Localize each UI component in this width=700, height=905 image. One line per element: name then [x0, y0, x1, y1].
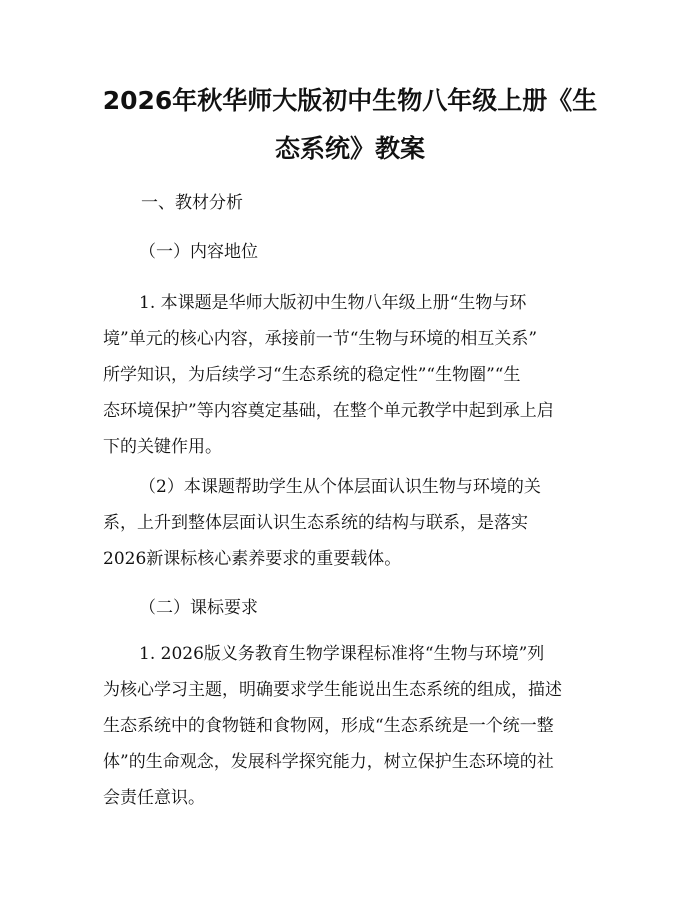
paragraph-line: 所学知识，为后续学习“生态系统的稳定性”“生物圈”“生	[103, 365, 521, 385]
paragraph-line: 1. 2026版义务教育生物学课程标准将“生物与环境”列	[139, 644, 545, 664]
paragraph-student-cognition	[103, 469, 603, 577]
paragraph-line: 生态系统中的食物链和食物网，形成“生态系统是一个统一整	[103, 716, 554, 736]
subsection-heading-content-position: （一）内容地位	[139, 242, 258, 262]
paragraph-line: 境”单元的核心内容，承接前一节“生物与环境的相互关系”	[103, 329, 538, 349]
paragraph-line: 系，上升到整体层面认识生态系统的结构与联系，是落实	[103, 513, 528, 533]
paragraph-line: 2026新课标核心素养要求的重要载体。	[103, 549, 402, 569]
document-title-line-1: 2026年秋华师大版初中生物八年级上册《生	[102, 86, 598, 115]
paragraph-line: 为核心学习主题，明确要求学生能说出生态系统的组成，描述	[103, 680, 562, 700]
paragraph-line: 态环境保护”等内容奠定基础，在整个单元教学中起到承上启	[103, 401, 554, 421]
document-title-line-2: 态系统》教案	[274, 134, 425, 163]
paragraph-line: （2）本课题帮助学生从个体层面认识生物与环境的关	[139, 477, 541, 497]
paragraph-line: 会责任意识。	[103, 788, 205, 808]
paragraph-line: 下的关键作用。	[103, 437, 222, 457]
paragraph-content-position	[103, 285, 603, 465]
paragraph-line: 1. 本课题是华师大版初中生物八年级上册“生物与环	[139, 293, 527, 313]
section-heading-teaching-material-analysis: 一、教材分析	[141, 193, 243, 213]
paragraph-curriculum-requirements	[103, 636, 603, 816]
subsection-heading-curriculum-requirements: （二）课标要求	[139, 598, 258, 618]
paragraph-line: 体”的生命观念，发展科学探究能力，树立保护生态环境的社	[103, 752, 554, 772]
